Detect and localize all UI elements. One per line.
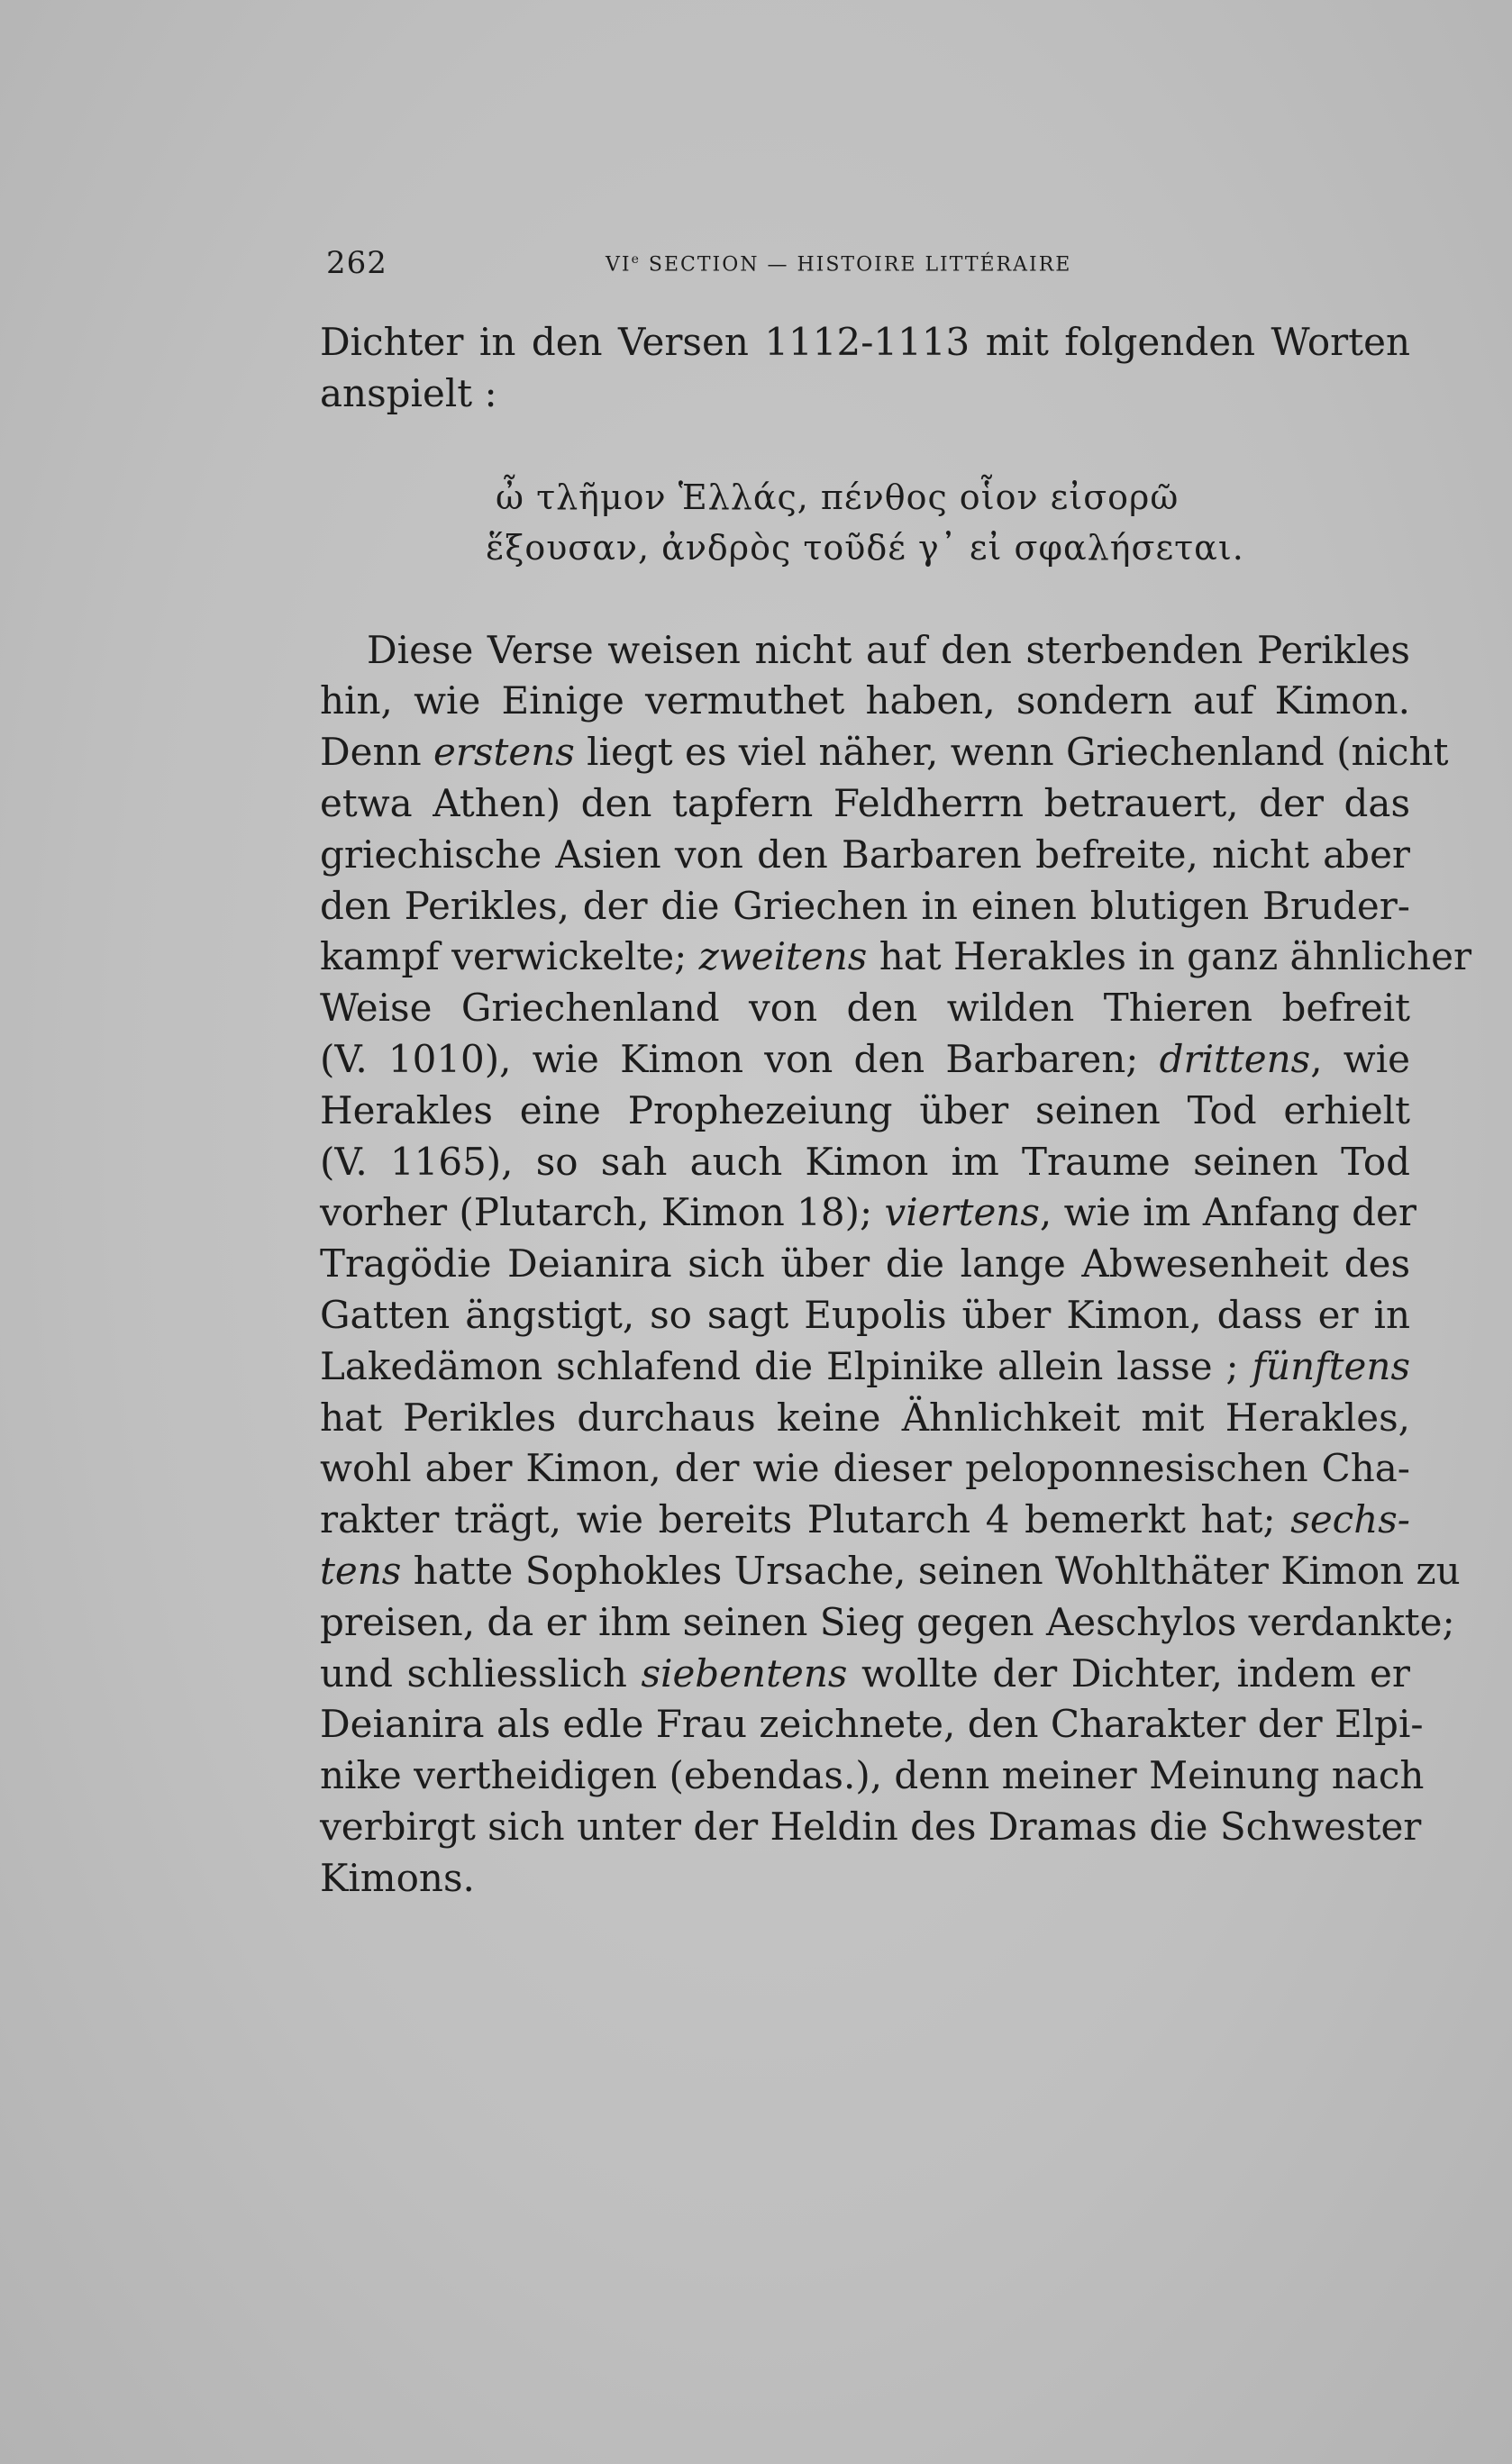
body-line: verbirgt sich unter der Heldin des Dramas die Schwester <box>320 1804 1422 1849</box>
body-line: Diese Verse weisen nicht auf den sterbenden Perikles <box>367 627 1410 672</box>
greek-quote-line: ὦ τλῆμον Ἑλλάς, πένθος οἷον εἰσορῶ <box>496 477 1180 517</box>
emphasis: tens <box>320 1548 402 1593</box>
body-line: (V. 1165), so sah auch Kimon im Traume seinen Tod <box>320 1139 1410 1184</box>
body-line: griechische Asien von den Barbaren befreite, nicht aber <box>320 832 1410 877</box>
emphasis: erstens <box>433 730 575 775</box>
running-title: SECTION — HISTOIRE LITTÉRAIRE <box>648 253 1072 277</box>
body-line: tens hatte Sophokles Ursache, seinen Wohlthäter Kimon zu <box>320 1548 1461 1593</box>
body-line: hat Perikles durchaus keine Ähnlichkeit mit Herakles, <box>320 1395 1410 1440</box>
greek-quote-line: ἕξουσαν, ἀνδρὸς τοῦδέ γ᾽ εἰ σφαλήσεται. <box>486 527 1244 568</box>
body-line: Herakles eine Prophezeiung über seinen Tod erhielt <box>320 1087 1410 1132</box>
text-block <box>320 317 1472 1905</box>
body-line: und schliesslich siebentens wollte der Dichter, indem er <box>320 1650 1410 1696</box>
body-line: Tragödie Deianira sich über die lange Abwesenheit des <box>320 1241 1410 1287</box>
body-paragraph <box>320 625 1472 1905</box>
body-line: den Perikles, der die Griechen in einen blutigen Bruder- <box>320 883 1410 928</box>
running-head <box>606 252 1071 276</box>
spacer <box>320 420 1410 472</box>
body-line: Denn erstens liegt es viel näher, wenn Griechenland (nicht <box>320 730 1449 775</box>
emphasis: viertens <box>884 1190 1040 1235</box>
emphasis: zweitens <box>698 934 868 979</box>
emphasis: siebentens <box>641 1650 848 1696</box>
body-line: Lakedämon schlafend die Elpinike allein lasse ; fünftens <box>320 1343 1410 1388</box>
intro-line: Dichter in den Versen 1112-1113 mit folgenden Worten <box>320 320 1410 364</box>
body-line: preisen, da er ihm seinen Sieg gegen Aeschylos verdankte; <box>320 1599 1455 1644</box>
body-line: hin, wie Einige vermuthet haben, sondern auf Kimon. <box>320 678 1410 723</box>
page-number: 262 <box>326 245 387 281</box>
body-line: (V. 1010), wie Kimon von den Barbaren; drittens, wie <box>320 1036 1410 1081</box>
body-line: vorher (Plutarch, Kimon 18); viertens, wie im Anfang der <box>320 1190 1416 1235</box>
page-header <box>326 245 1407 281</box>
body-line: rakter trägt, wie bereits Plutarch 4 bemerkt hat; sechs- <box>320 1497 1410 1542</box>
body-line: wohl aber Kimon, der wie dieser peloponnesischen Cha- <box>320 1446 1410 1491</box>
emphasis: sechs- <box>1290 1497 1410 1542</box>
body-line: kampf verwickelte; zweitens hat Herakles in ganz ähnlicher <box>320 934 1472 979</box>
section-suffix: e <box>631 252 641 267</box>
spacer <box>320 573 1410 625</box>
body-line: nike vertheidigen (ebendas.), denn meiner Meinung nach <box>320 1753 1425 1798</box>
section-roman: VI <box>606 253 632 277</box>
emphasis: fünftens <box>1252 1343 1410 1388</box>
intro-line: anspielt : <box>320 370 497 415</box>
body-line: Gatten ängstigt, so sagt Eupolis über Kimon, dass er in <box>320 1292 1410 1337</box>
body-line: Kimons. <box>320 1855 475 1900</box>
emphasis: drittens <box>1159 1036 1311 1081</box>
body-line: etwa Athen) den tapfern Feldherrn betrauert, der das <box>320 780 1410 825</box>
body-line: Weise Griechenland von den wilden Thieren befreit <box>320 986 1410 1031</box>
body-line: Deianira als edle Frau zeichnete, den Charakter der Elpi- <box>320 1702 1424 1747</box>
